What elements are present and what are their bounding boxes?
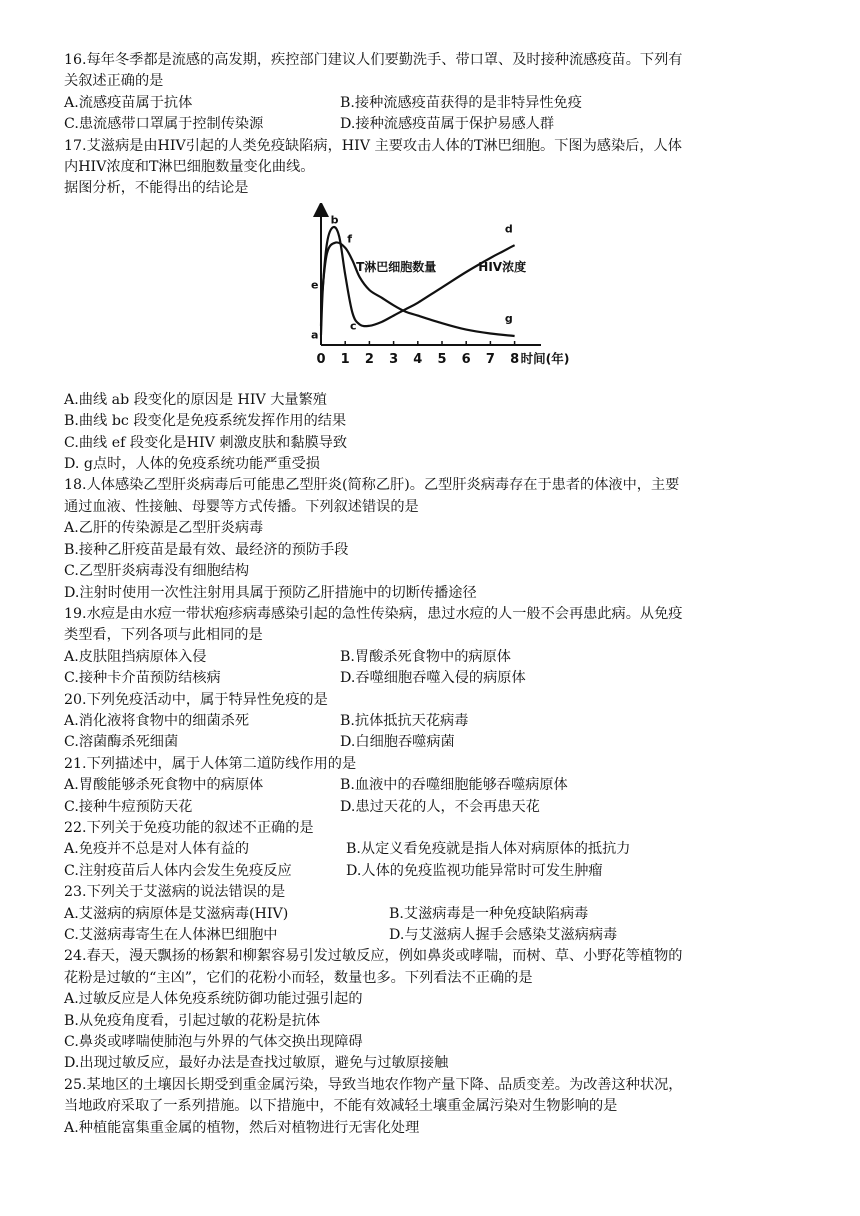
- point-label-b: b: [330, 213, 339, 227]
- option-b[interactable]: B.抗体抵抗天花病毒: [340, 712, 469, 729]
- question-22-options-row-1: [64, 839, 804, 860]
- option-b[interactable]: B.接种流感疫苗获得的是非特异性免疫: [340, 94, 582, 111]
- option-d[interactable]: D.接种流感疫苗属于保护易感人群: [340, 116, 555, 133]
- question-16-stem-line-2: 关叙述正确的是: [64, 73, 164, 90]
- x-tick-label: 0: [316, 351, 326, 367]
- x-tick-label: 1: [340, 351, 350, 367]
- option-a[interactable]: A.流感疫苗属于抗体: [64, 94, 193, 111]
- question-18-option-d[interactable]: D.注射时使用一次性注射用具属于预防乙肝措施中的切断传播途径: [64, 584, 477, 601]
- x-tick-label: 2: [364, 351, 374, 367]
- x-tick-label: 6: [461, 351, 471, 367]
- question-20-options-row-1: [64, 711, 804, 732]
- question-17-stem-line-3: 据图分析，不能得出的结论是: [64, 180, 249, 197]
- question-16-options-row-2: [64, 114, 804, 135]
- question-24-stem-line-2: 花粉是过敏的“主凶”，它们的花粉小而轻，数量也多。下列看法不正确的是: [64, 969, 533, 986]
- x-axis-label: 时间(年): [520, 350, 570, 366]
- point-label-c: c: [350, 319, 357, 333]
- question-19-stem-line-2: 类型看，下列各项与此相同的是: [64, 627, 263, 644]
- option-d[interactable]: D.患过天花的人，不会再患天花: [340, 798, 540, 815]
- question-18-stem-line-2: 通过血液、性接触、母婴等方式传播。下列叙述错误的是: [64, 498, 419, 515]
- t-cell-curve-label: T淋巴细胞数量: [356, 259, 437, 274]
- question-16-options-row-1: [64, 93, 804, 114]
- question-21-stem: 21.下列描述中，属于人体第二道防线作用的是: [64, 755, 357, 772]
- question-17-stem-line-1: 17.艾滋病是由HIV引起的人类免疫缺陷病，HIV 主要攻击人体的T淋巴细胞。下图为感染后，人体: [64, 137, 682, 154]
- question-17-option-a[interactable]: A.曲线 ab 段变化的原因是 HIV 大量繁殖: [64, 391, 327, 408]
- option-a[interactable]: A.消化液将食物中的细菌杀死: [64, 712, 250, 729]
- question-18-option-c[interactable]: C.乙型肝炎病毒没有细胞结构: [64, 563, 250, 580]
- question-21-options-row-1: [64, 775, 804, 796]
- x-tick-label: 5: [437, 351, 447, 367]
- question-18-option-a[interactable]: A.乙肝的传染源是乙型肝炎病毒: [64, 520, 264, 537]
- question-25-stem-line-2: 当地政府采取了一系列措施。以下措施中，不能有效减轻土壤重金属污染对生物影响的是: [64, 1098, 618, 1115]
- option-b[interactable]: B.艾滋病毒是一种免疫缺陷病毒: [389, 905, 589, 922]
- option-c[interactable]: C.接种卡介苗预防结核病: [64, 670, 221, 687]
- option-c[interactable]: C.溶菌酶杀死细菌: [64, 734, 179, 751]
- point-label-f: f: [347, 232, 352, 246]
- x-tick-label: 4: [413, 351, 423, 367]
- hiv-chart: [307, 203, 607, 381]
- option-a[interactable]: A.皮肤阻挡病原体入侵: [64, 648, 207, 665]
- question-23-stem: 23.下列关于艾滋病的说法错误的是: [64, 884, 286, 901]
- question-22-stem: 22.下列关于免疫功能的叙述不正确的是: [64, 819, 314, 836]
- question-20-stem: 20.下列免疫活动中，属于特异性免疫的是: [64, 691, 328, 708]
- point-label-a: a: [311, 328, 319, 342]
- question-18-stem-line-1: 18.人体感染乙型肝炎病毒后可能患乙型肝炎(简称乙肝)。乙型肝炎病毒存在于患者的体液中，主要: [64, 477, 680, 494]
- question-24-option-a[interactable]: A.过敏反应是人体免疫系统防御功能过强引起的: [64, 991, 363, 1008]
- question-24-option-b[interactable]: B.从免疫角度看，引起过敏的花粉是抗体: [64, 1012, 321, 1029]
- question-24-stem-line-1: 24.春天，漫天飘扬的杨絮和柳絮容易引发过敏反应，例如鼻炎或哮喘，而树、草、小野花等植物的: [64, 948, 683, 965]
- option-d[interactable]: D.吞噬细胞吞噬入侵的病原体: [340, 670, 526, 687]
- question-17-option-d[interactable]: D. g点时，人体的免疫系统功能严重受损: [64, 456, 320, 473]
- option-a[interactable]: A.胃酸能够杀死食物中的病原体: [64, 777, 264, 794]
- point-label-e: e: [311, 278, 319, 292]
- option-b[interactable]: B.胃酸杀死食物中的病原体: [340, 648, 511, 665]
- question-22-options-row-2: [64, 861, 804, 882]
- question-20-options-row-2: [64, 732, 804, 753]
- question-24-option-c[interactable]: C.鼻炎或哮喘使肺泡与外界的气体交换出现障碍: [64, 1034, 363, 1051]
- question-25-option-a[interactable]: A.种植能富集重金属的植物，然后对植物进行无害化处理: [64, 1119, 420, 1136]
- question-24-option-d[interactable]: D.出现过敏反应，最好办法是查找过敏原，避免与过敏原接触: [64, 1055, 449, 1072]
- question-17-stem-line-2: 内HIV浓度和T淋巴细胞数量变化曲线。: [64, 159, 315, 176]
- question-19-options-row-1: [64, 647, 804, 668]
- question-23-options-row-1: [64, 904, 804, 925]
- question-19-options-row-2: [64, 668, 804, 689]
- x-tick-label: 3: [389, 351, 399, 367]
- x-tick-label: 7: [485, 351, 495, 367]
- option-c[interactable]: C.艾滋病毒寄生在人体淋巴细胞中: [64, 927, 278, 943]
- option-c[interactable]: C.注射疫苗后人体内会发生免疫反应: [64, 862, 292, 879]
- question-17-option-b[interactable]: B.曲线 bc 段变化是免疫系统发挥作用的结果: [64, 413, 347, 430]
- option-d[interactable]: D.白细胞吞噬病菌: [340, 734, 455, 751]
- question-19-stem-line-1: 19.水痘是由水痘一带状疱疹病毒感染引起的急性传染病，患过水痘的人一般不会再患此病。从免疫: [64, 605, 683, 622]
- option-d[interactable]: D.与艾滋病人握手会感染艾滋病病毒: [389, 927, 618, 943]
- option-a[interactable]: A.免疫并不总是对人体有益的: [64, 841, 250, 858]
- option-c[interactable]: C.接种牛痘预防天花: [64, 798, 193, 815]
- hiv-chart-figure: [64, 203, 804, 385]
- question-25-stem-line-1: 25.某地区的土壤因长期受到重金属污染，导致当地农作物产量下降、品质变差。为改善这种状况，: [64, 1076, 683, 1093]
- question-17-option-c[interactable]: C.曲线 ef 段变化是HIV 刺激皮肤和黏膜导致: [64, 434, 348, 451]
- hiv-curve-label: HIV浓度: [478, 259, 527, 274]
- option-b[interactable]: B.从定义看免疫就是指人体对病原体的抵抗力: [346, 841, 631, 858]
- question-21-options-row-2: [64, 797, 804, 818]
- exam-page: [64, 50, 804, 1139]
- point-label-g: g: [504, 311, 513, 325]
- option-d[interactable]: D.人体的免疫监视功能异常时可发生肿瘤: [346, 862, 603, 879]
- option-b[interactable]: B.血液中的吞噬细胞能够吞噬病原体: [340, 777, 568, 794]
- x-tick-label: 8: [510, 351, 520, 367]
- point-label-d: d: [504, 222, 513, 236]
- option-c[interactable]: C.患流感带口罩属于控制传染源: [64, 116, 264, 133]
- option-a[interactable]: A.艾滋病的病原体是艾滋病毒(HIV): [64, 905, 289, 922]
- question-23-options-row-2: [64, 925, 804, 946]
- question-16-stem-line-1: 16.每年冬季都是流感的高发期，疾控部门建议人们要勤洗手、带口罩、及时接种流感疫苗。下列有: [64, 52, 683, 68]
- question-18-option-b[interactable]: B.接种乙肝疫苗是最有效、最经济的预防手段: [64, 541, 349, 558]
